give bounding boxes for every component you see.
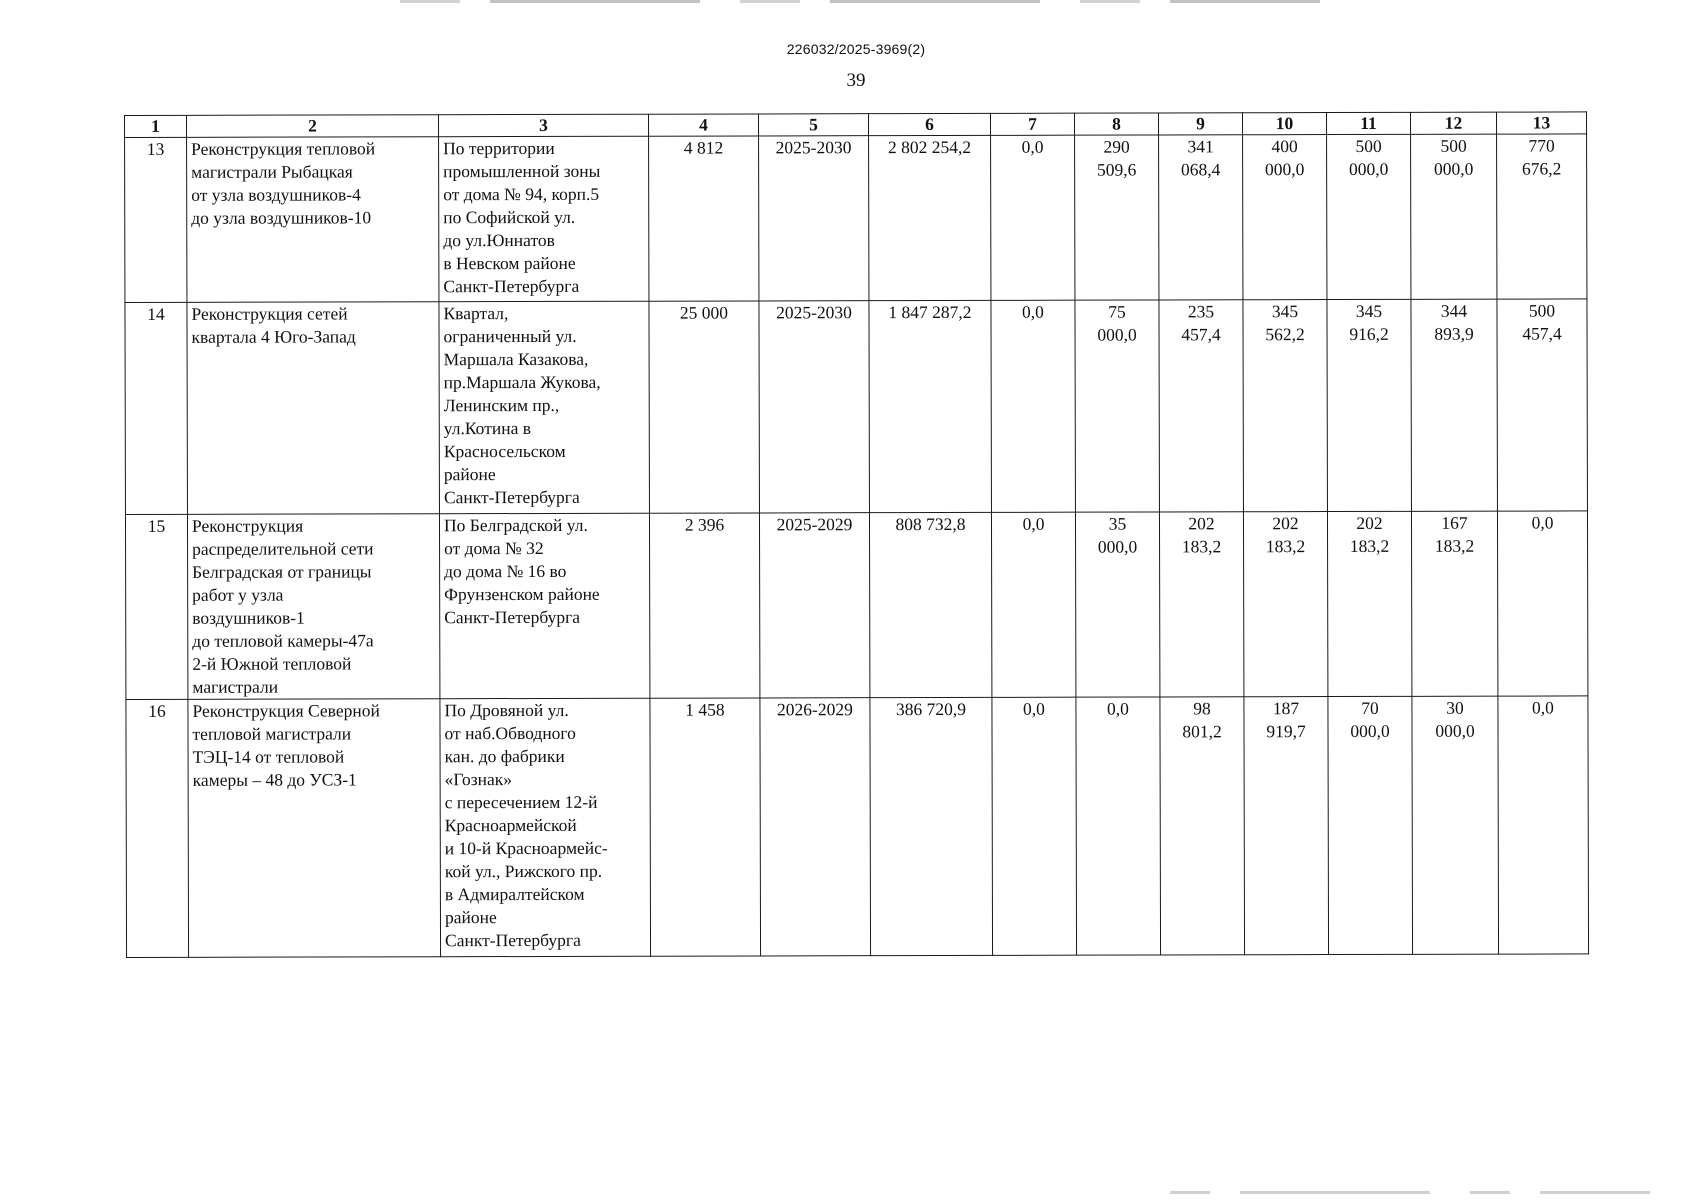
row-number-cell: 16 bbox=[126, 699, 189, 957]
object-location-cell: По Белградской ул. от дома № 32 до дома № 16 во Фрунзенском районе Санкт-Петербурга bbox=[439, 513, 649, 699]
period-cell: 2025-2030 bbox=[759, 301, 870, 513]
value-cell: 341 068,4 bbox=[1159, 135, 1243, 300]
column-header: 8 bbox=[1074, 113, 1158, 135]
table-row bbox=[125, 511, 1587, 700]
table-row bbox=[125, 299, 1588, 515]
object-name-cell: Реконструкция сетей квартала 4 Юго-Запад bbox=[187, 302, 440, 515]
value-cell: 770 676,2 bbox=[1497, 134, 1587, 299]
total-cost-cell: 386 720,9 bbox=[870, 697, 993, 955]
value-cell: 0,0 bbox=[992, 697, 1077, 955]
value-cell: 0,0 bbox=[991, 512, 1075, 697]
value-cell: 70 000,0 bbox=[1328, 696, 1413, 954]
period-cell: 2025-2030 bbox=[759, 136, 869, 301]
value-cell: 290 509,6 bbox=[1075, 135, 1159, 300]
value-cell: 0,0 bbox=[1498, 696, 1589, 954]
value-cell: 0,0 bbox=[1497, 511, 1587, 696]
value-cell: 345 562,2 bbox=[1243, 300, 1328, 512]
value-cell: 345 916,2 bbox=[1327, 299, 1412, 511]
column-header: 10 bbox=[1242, 113, 1326, 135]
period-cell: 2025-2029 bbox=[759, 513, 869, 698]
value-cell: 500 000,0 bbox=[1411, 134, 1497, 299]
value-cell: 187 919,7 bbox=[1244, 697, 1329, 955]
length-cell: 4 812 bbox=[649, 136, 759, 301]
value-cell: 344 893,9 bbox=[1411, 299, 1498, 511]
object-name-cell: Реконструкция распределительной сети Белградская от границы работ у узла воздушников-1 до тепловой камеры-47а 2-й Южной тепловой магистрали bbox=[187, 514, 439, 700]
value-cell: 235 457,4 bbox=[1159, 300, 1244, 512]
column-header: 13 bbox=[1496, 112, 1586, 134]
object-name-cell: Реконструкция Северной тепловой магистрали ТЭЦ-14 от тепловой камеры – 48 до УСЗ-1 bbox=[188, 699, 441, 958]
page-number: 39 bbox=[846, 70, 866, 91]
row-number-cell: 14 bbox=[125, 302, 188, 514]
column-header: 7 bbox=[990, 113, 1074, 135]
column-header: 2 bbox=[187, 115, 439, 138]
object-name-cell: Реконструкция тепловой магистрали Рыбацкая от узла воздушников-4 до узла воздушников-10 bbox=[187, 137, 439, 303]
value-cell: 202 183,2 bbox=[1159, 512, 1243, 697]
length-cell: 25 000 bbox=[649, 301, 760, 513]
object-location-cell: По Дровяной ул. от наб.Обводного кан. до фабрики «Гознак» с пересечением 12-й Красноармейской и 10-й Красноармейс- кой ул., Рижского пр. в Адмиралтейском районе Санкт-Петербурга bbox=[440, 698, 651, 957]
object-location-cell: По территории промышленной зоны от дома № 94, корп.5 по Софийской ул. до ул.Юннатов в Невском районе Санкт-Петербурга bbox=[439, 136, 649, 302]
total-cost-cell: 808 732,8 bbox=[869, 512, 991, 697]
value-cell: 30 000,0 bbox=[1412, 696, 1499, 954]
scan-artifact-top bbox=[400, 0, 1320, 3]
value-cell: 35 000,0 bbox=[1075, 512, 1159, 697]
length-cell: 1 458 bbox=[650, 698, 761, 956]
length-cell: 2 396 bbox=[649, 513, 759, 698]
column-header: 1 bbox=[125, 115, 187, 137]
column-header: 3 bbox=[439, 114, 649, 137]
value-cell: 75 000,0 bbox=[1075, 300, 1160, 512]
column-header: 12 bbox=[1410, 112, 1496, 134]
value-cell: 400 000,0 bbox=[1243, 135, 1327, 300]
value-cell: 98 801,2 bbox=[1160, 697, 1245, 955]
value-cell: 0,0 bbox=[1076, 697, 1161, 955]
row-number-cell: 13 bbox=[125, 137, 187, 302]
scan-artifact-bottom bbox=[1170, 1191, 1650, 1194]
row-number-cell: 15 bbox=[125, 514, 187, 699]
value-cell: 0,0 bbox=[991, 135, 1075, 300]
period-cell: 2026-2029 bbox=[760, 698, 871, 956]
table-row bbox=[126, 696, 1589, 958]
document-registration-number: 226032/2025-3969(2) bbox=[786, 41, 926, 57]
total-cost-cell: 1 847 287,2 bbox=[869, 300, 992, 512]
column-header: 4 bbox=[648, 114, 758, 136]
column-header: 9 bbox=[1158, 113, 1242, 135]
column-header: 11 bbox=[1326, 112, 1410, 134]
value-cell: 500 457,4 bbox=[1497, 299, 1588, 511]
object-location-cell: Квартал, ограниченный ул. Маршала Казакова, пр.Маршала Жукова, Ленинским пр., ул.Котина в Красносельском районе Санкт-Петербурга bbox=[439, 301, 650, 514]
column-header: 5 bbox=[758, 114, 868, 136]
value-cell: 202 183,2 bbox=[1243, 512, 1327, 697]
table-row bbox=[125, 134, 1587, 303]
column-header: 6 bbox=[868, 113, 990, 135]
heat-network-reconstruction-table bbox=[124, 111, 1589, 958]
value-cell: 167 183,2 bbox=[1411, 511, 1497, 696]
total-cost-cell: 2 802 254,2 bbox=[869, 135, 991, 300]
value-cell: 202 183,2 bbox=[1327, 511, 1411, 696]
value-cell: 0,0 bbox=[991, 300, 1076, 512]
value-cell: 500 000,0 bbox=[1327, 134, 1411, 299]
